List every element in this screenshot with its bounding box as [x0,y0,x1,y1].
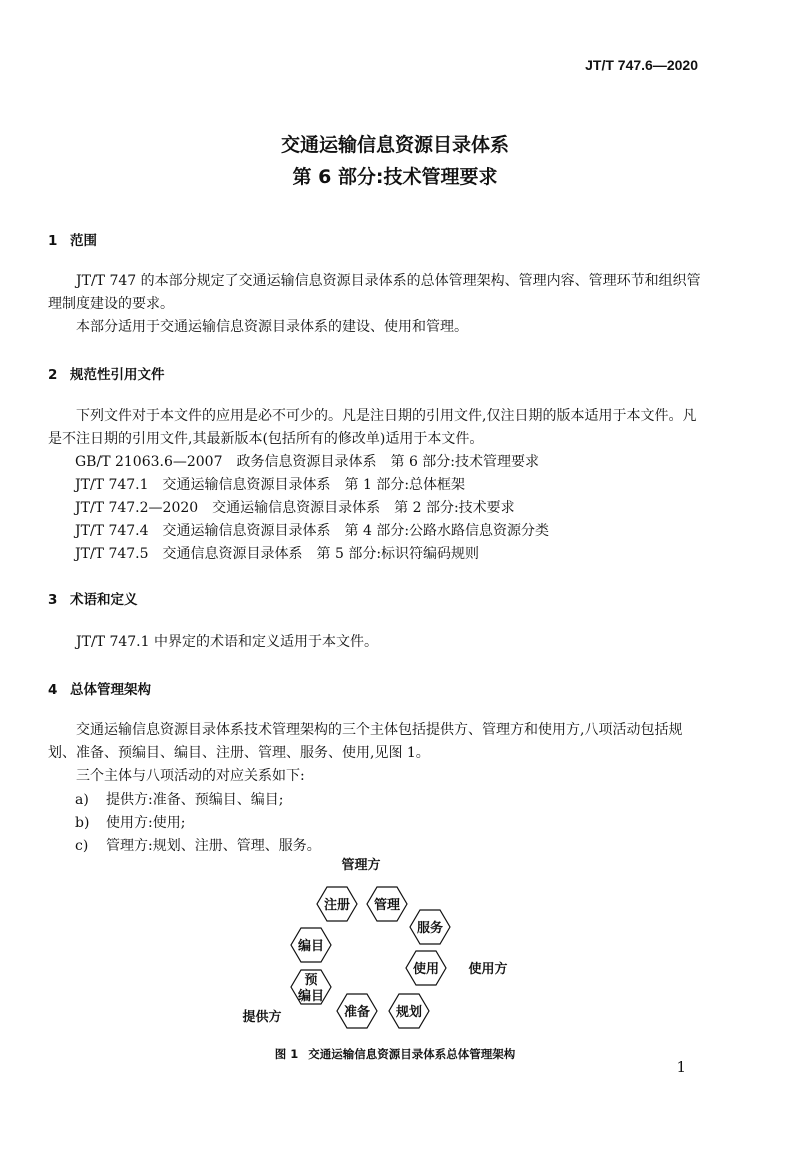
section-1-paragraph-2: 本部分适用于交通运输信息资源目录体系的建设、使用和管理。 [76,319,468,335]
section-title: 范围 [70,233,97,249]
document-code: JT/T 747.6—2020 [585,57,698,73]
list-item-label: a) [75,792,89,808]
activity-plan-label: 规划 [395,1005,423,1020]
section-4-paragraph-2: 三个主体与八项活动的对应关系如下: [76,768,305,784]
activity-catalog-label: 编目 [297,939,325,954]
role-provider-label: 提供方 [242,1010,282,1025]
activity-manage-label: 管理 [373,898,401,913]
section-number: 4 [48,682,58,698]
section-title: 规范性引用文件 [70,367,165,383]
activity-service-label: 服务 [416,921,444,936]
reference-item: JT/T 747.4 交通运输信息资源目录体系 第 4 部分:公路水路信息资源分类 [75,523,550,539]
section-4-paragraph-1: 交通运输信息资源目录体系技术管理架构的三个主体包括提供方、管理方和使用方,八项活动包括规划、准备、预编目、编目、注册、管理、服务、使用,见图 1。 [48,722,683,761]
document-subtitle: 第 6 部分:技术管理要求 [292,166,498,188]
section-1-paragraph-1: JT/T 747 的本部分规定了交通运输信息资源目录体系的总体管理架构、管理内容、管理环节和组织管理制度建设的要求。 [48,273,701,312]
figure-caption [0,1046,790,1062]
reference-item: JT/T 747.2—2020 交通运输信息资源目录体系 第 2 部分:技术要求 [75,500,515,516]
figure-number: 图 1 [274,1047,299,1061]
page-number: 1 [676,1058,686,1076]
section-title: 总体管理架构 [70,682,151,698]
section-number: 1 [48,233,58,249]
reference-item: GB/T 21063.6—2007 政务信息资源目录体系 第 6 部分:技术管理要求 [75,454,540,470]
section-number: 2 [48,367,58,383]
activity-prepare-label: 准备 [343,1005,371,1020]
role-manager-label: 管理方 [341,858,381,873]
list-item-label: b) [75,815,90,831]
section-3-paragraph-1: JT/T 747.1 中界定的术语和定义适用于本文件。 [76,634,378,650]
list-item-label: c) [75,838,89,854]
list-item-text: 管理方:规划、注册、管理、服务。 [106,838,321,854]
section-number: 3 [48,592,58,608]
document-title: 交通运输信息资源目录体系 [280,134,509,156]
role-user-label: 使用方 [468,962,508,977]
activity-precatalog-label-line2: 编目 [297,989,325,1004]
reference-item: JT/T 747.5 交通信息资源目录体系 第 5 部分:标识符编码规则 [75,546,480,562]
activity-use-label: 使用 [412,962,440,977]
activity-precatalog-label-line1: 预 [304,973,318,988]
section-2-paragraph-1: 下列文件对于本文件的应用是必不可少的。凡是注日期的引用文件,仅注日期的版本适用于本文件。凡是不注日期的引用文件,其最新版本(包括所有的修改单)适用于本文件。 [48,408,697,447]
section-title: 术语和定义 [70,592,138,608]
reference-item: JT/T 747.1 交通运输信息资源目录体系 第 1 部分:总体框架 [75,477,466,493]
activity-register-label: 注册 [323,898,351,913]
list-item-text: 使用方:使用; [106,815,186,831]
list-item-text: 提供方:准备、预编目、编目; [106,792,284,808]
figure-title: 交通运输信息资源目录体系总体管理架构 [308,1047,516,1061]
